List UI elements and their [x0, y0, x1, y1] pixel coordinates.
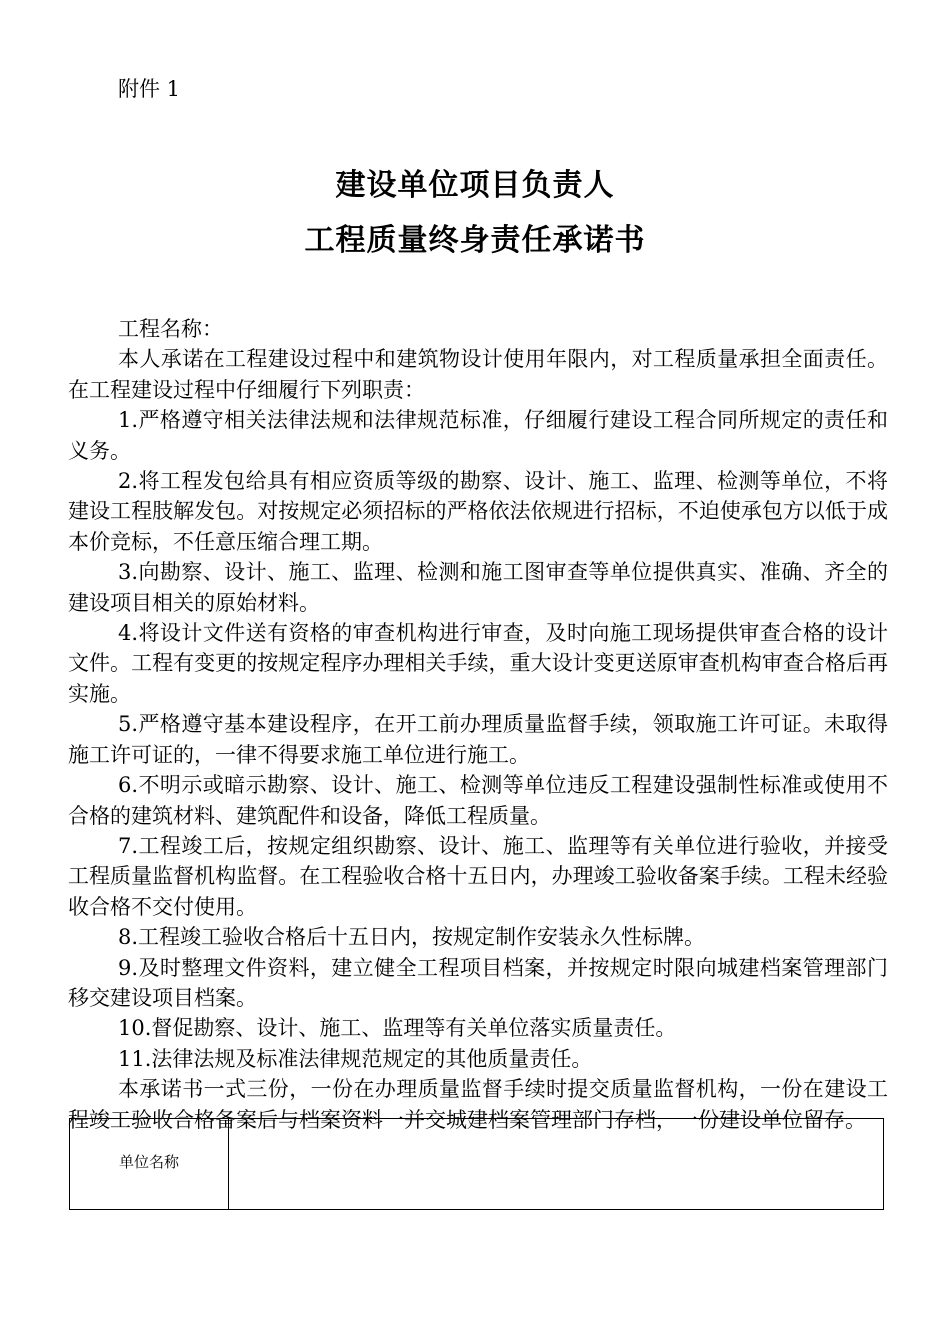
- duty-item-5: 5.严格遵守基本建设程序，在开工前办理质量监督手续，领取施工许可证。未取得施工许可证的，一律不得要求施工单位进行施工。: [68, 712, 888, 767]
- duty-item-11: 11.法律法规及标准法律规范规定的其他质量责任。: [118, 1046, 593, 1071]
- duty-item-3: 3.向勘察、设计、施工、监理、检测和施工图审查等单位提供真实、准确、齐全的建设项目相关的原始材料。: [68, 560, 888, 615]
- duty-item-7: 7.工程竣工后，按规定组织勘察、设计、施工、监理等有关单位进行验收，并接受工程质量监督机构监督。在工程验收合格十五日内，办理竣工验收备案手续。工程未经验收合格不交付使用。: [68, 833, 888, 919]
- document-title-line-1: 建设单位项目负责人: [335, 168, 615, 203]
- project-name-line: 工程名称：: [118, 317, 223, 341]
- duty-item-10: 10.督促勘察、设计、施工、监理等有关单位落实质量责任。: [118, 1016, 677, 1041]
- duty-item-8: 8.工程竣工验收合格后十五日内，按规定制作安装永久性标牌。: [118, 925, 706, 950]
- attachment-label: 附件 1: [118, 77, 181, 101]
- unit-name-field[interactable]: [229, 1119, 884, 1210]
- document-body: [68, 314, 888, 1135]
- signature-table: [69, 1118, 884, 1210]
- document-title-line-2: 工程质量终身责任承诺书: [304, 223, 646, 258]
- table-row: [70, 1119, 884, 1210]
- duty-item-9: 9.及时整理文件资料，建立健全工程项目档案，并按规定时限向城建档案管理部门移交建设项目档案。: [68, 955, 888, 1010]
- duty-item-2: 2.将工程发包给具有相应资质等级的勘察、设计、施工、监理、检测等单位，不将建设工程肢解发包。对按规定必须招标的严格依法依规进行招标，不迫使承包方以低于成本价竞标，不任意压缩合理工期。: [68, 469, 888, 554]
- duty-item-6: 6.不明示或暗示勘察、设计、施工、检测等单位违反工程建设强制性标准或使用不合格的建筑材料、建筑配件和设备，降低工程质量。: [68, 773, 888, 828]
- duty-item-4: 4.将设计文件送有资格的审查机构进行审查，及时向施工现场提供审查合格的设计文件。工程有变更的按规定程序办理相关手续，重大设计变更送原审查机构审查合格后再实施。: [68, 621, 888, 706]
- copies-statement: 本承诺书一式三份，一份在办理质量监督手续时提交质量监督机构，一份在建设工程竣工验收合格备案后与档案资料一并交城建档案管理部门存档，一份建设单位留存。: [68, 1077, 888, 1132]
- commitment-intro: 本人承诺在工程建设过程中和建筑物设计使用年限内，对工程质量承担全面责任。在工程建设过程中仔细履行下列职责：: [68, 347, 888, 402]
- duty-item-1: 1.严格遵守相关法律法规和法律规范标准，仔细履行建设工程合同所规定的责任和义务。: [68, 408, 888, 463]
- unit-name-label: 单位名称: [70, 1119, 229, 1210]
